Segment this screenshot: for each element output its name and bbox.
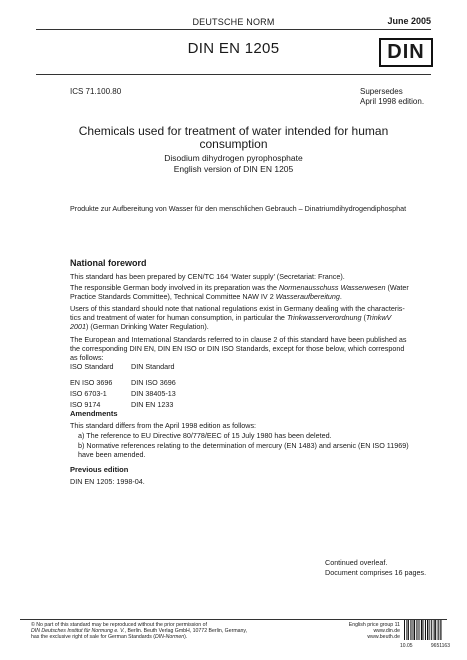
continued-note (325, 558, 426, 578)
standards-correspondence-table (70, 362, 176, 411)
table-cell: DIN EN 1233 (131, 400, 174, 409)
supersedes-label: Supersedes (360, 87, 403, 96)
beuth-url[interactable]: www.beuth.de (367, 634, 400, 641)
footer-divider (20, 619, 447, 620)
table-cell: DIN 38405-13 (131, 389, 176, 398)
publication-date: June 2005 (387, 16, 431, 26)
table-cell: ISO 6703-1 (70, 389, 107, 398)
amendment-item-b: b) Normative references relating to the determination of mercury (EN 1483) and arsenic (EN ISO 11969) have been amended. (78, 441, 409, 460)
norm-label: DEUTSCHE NORM (192, 17, 275, 27)
supersedes-note (360, 87, 424, 107)
table-header-row (70, 362, 176, 373)
top-divider (36, 29, 431, 30)
table-cell: DIN ISO 3696 (131, 378, 176, 387)
ics-code: ICS 71.100.80 (70, 87, 122, 96)
table-cell: ISO 9174 (70, 400, 101, 409)
document-title: Chemicals used for treatment of water intended for human consumption (78, 124, 389, 151)
table-row (70, 389, 176, 400)
document-subtitle: Disodium dihydrogen pyrophosphate (164, 153, 303, 163)
amendments-heading: Amendments (70, 409, 118, 418)
title-subblock (60, 153, 407, 175)
din-url[interactable]: www.din.de (373, 628, 400, 635)
foreword-p4: The European and International Standards referred to in clause 2 of this standard have been published as the corresponding DIN EN, DIN EN ISO or DIN ISO Standards, except for those below, which correspond as follows: (70, 335, 407, 363)
version-note: English version of DIN EN 1205 (173, 164, 294, 174)
document-number: DIN EN 1205 (187, 40, 280, 57)
foreword-p2: The responsible German body involved in its preparation was the Normenausschuss Wasserwesen (Water Practice Standards Committee), Technical Committee NAW IV 2 Wasseraufbereitung. (70, 283, 409, 302)
previous-edition-heading: Previous edition (70, 465, 129, 474)
foreword-heading: National foreword (70, 258, 147, 268)
amendment-item-a: a) The reference to EU Directive 80/778/EEC of 15 July 1980 has been deleted. (78, 431, 332, 440)
page-count: Document comprises 16 pages. (325, 568, 427, 577)
german-title: Produkte zur Aufbereitung von Wasser für den menschlichen Gebrauch – Dinatriumdihydrogendiphosphat (70, 204, 407, 213)
previous-edition-text: DIN EN 1205: 1998-04. (70, 477, 145, 486)
release-code: 10.05 (400, 643, 413, 649)
table-cell: EN ISO 3696 (70, 378, 113, 387)
foreword-p3: Users of this standard should note that national regulations exist in Germany dealing with the characteris-tics and treatment of water for human consumption, in particular the Trinkwasserverordnung (TrinkwV 2001) (German Drinking Water Regulation). (70, 304, 405, 332)
table-header-iso: ISO Standard (70, 362, 114, 371)
header-divider (36, 74, 431, 75)
price-info (320, 622, 400, 641)
table-header-din: DIN Standard (131, 362, 175, 371)
copyright-notice: © No part of this standard may be reproduced without the prior permission of DIN Deutsches Institut für Normung e. V., Berlin. Beuth Verlag GmbH, 10772 Berlin, Germany, has the exclusive right of sale for German Standards (DIN-Normen). (31, 622, 248, 641)
amendments-intro: This standard differs from the April 1998 edition as follows: (70, 421, 257, 430)
foreword-p1: This standard has been prepared by CEN/TC 164 ‘Water supply’ (Secretariat: France). (70, 272, 345, 281)
supersedes-edition: April 1998 edition. (360, 97, 425, 106)
continued-overleaf: Continued overleaf. (325, 558, 388, 567)
table-row (70, 378, 176, 389)
price-group: English price group 11 (348, 622, 400, 628)
barcode-label (400, 643, 450, 649)
order-number: 9651163 (430, 643, 450, 649)
din-logo: DIN (379, 38, 433, 67)
barcode-icon (404, 620, 442, 640)
